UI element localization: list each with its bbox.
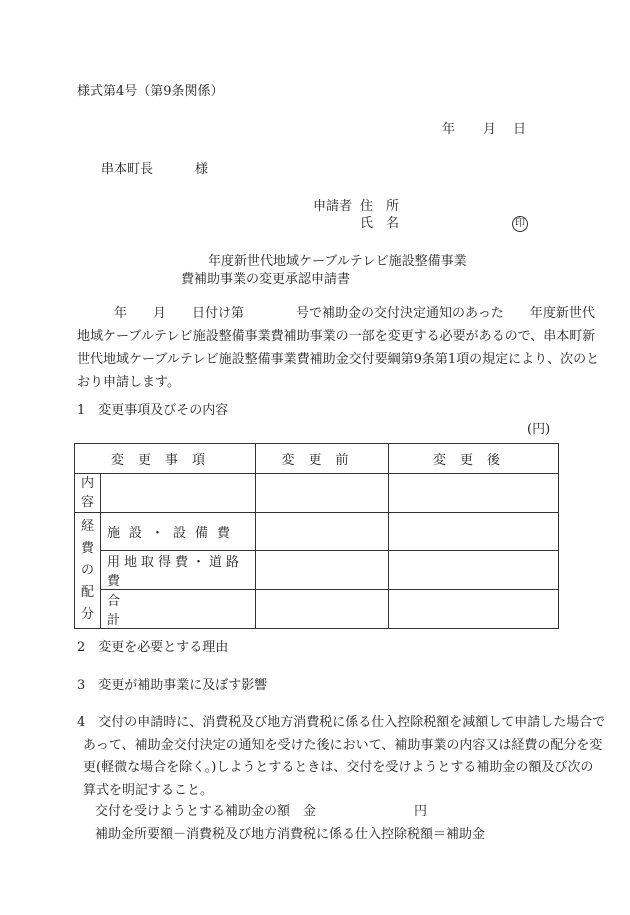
body-line-4: おり申請します。 [77, 375, 180, 390]
table-header-row [75, 444, 559, 474]
addressee-name: 串本町長 [101, 162, 154, 177]
table-row-total [75, 590, 559, 629]
body-line-2: 地域ケーブルテレビ施設整備事業費補助事業の一部を変更する必要があるので、串本町新 [77, 329, 596, 344]
table-row-facilities [75, 513, 559, 551]
addressee-honorific: 様 [195, 162, 209, 177]
total-after-cell [389, 590, 559, 629]
date-year: 年 [442, 122, 456, 137]
formula-line: 補助金所要額－消費税及び地方消費税に係る仕入控除税額＝補助金 [95, 827, 486, 842]
unit-label: (円) [527, 422, 551, 437]
header-after: 変更後 [389, 444, 559, 474]
title-line-1: 年度新世代地域ケーブルテレビ施設整備事業 [208, 254, 467, 269]
row-label-land: 用地取得費・道路費 [101, 551, 256, 590]
content-label: 内容 [75, 474, 101, 513]
amount-unit: 円 [414, 804, 428, 819]
date-day: 日 [513, 122, 527, 137]
body-line-1: 年 月 日付け第 号で補助金の交付決定通知のあった 年度新世代 [114, 306, 595, 321]
facilities-after-cell [389, 513, 559, 551]
land-after-cell [389, 551, 559, 590]
table-row-content [75, 474, 559, 513]
changes-table [74, 443, 559, 629]
row-label-total: 合計 [101, 590, 256, 629]
date-month: 月 [483, 122, 497, 137]
applicant-label: 申請者 [313, 199, 353, 214]
form-number: 様式第4号（第9条関係） [77, 84, 224, 99]
row-label-facilities: 施設・設備費 [101, 513, 256, 551]
content-after-cell [389, 474, 559, 513]
section-2-title: 2 変更を必要とする理由 [77, 640, 229, 655]
section-4-line-4: 算式を明記すること。 [83, 783, 214, 798]
facilities-before-cell [256, 513, 389, 551]
applicant-address-label: 住 所 [360, 199, 400, 214]
total-before-cell [256, 590, 389, 629]
content-cell [101, 474, 256, 513]
section-4-line-2: あって、補助金交付決定の通知を受けた後において、補助事業の内容又は経費の配分を変 [83, 738, 603, 753]
table-row-land [75, 551, 559, 590]
allocation-label: 経費の配分 [75, 513, 101, 629]
section-4-line-3: 更(軽微な場合を除く。)しようとするときは、交付を受けようとする補助金の額及び次の [83, 760, 594, 775]
body-line-3: 世代地域ケーブルテレビ施設整備事業費補助金交付要綱第9条第1項の規定により、次のと [77, 352, 600, 367]
applicant-name-label: 氏 名 [360, 216, 400, 231]
section-3-title: 3 変更が補助事業に及ぼす影響 [77, 678, 268, 693]
header-before: 変更前 [256, 444, 389, 474]
section-4-line-1: 4 交付の申請時に、消費税及び地方消費税に係る仕入控除税額を減額して申請した場合で [77, 715, 606, 730]
seal-mark: 印 [512, 216, 528, 232]
title-line-2: 費補助事業の変更承認申請書 [181, 272, 351, 287]
section-1-title: 1 変更事項及びその内容 [77, 403, 229, 418]
header-change-item: 変更事項 [75, 444, 256, 474]
land-before-cell [256, 551, 389, 590]
content-before-cell [256, 474, 389, 513]
amount-label: 交付を受けようとする補助金の額 金 [95, 804, 317, 819]
